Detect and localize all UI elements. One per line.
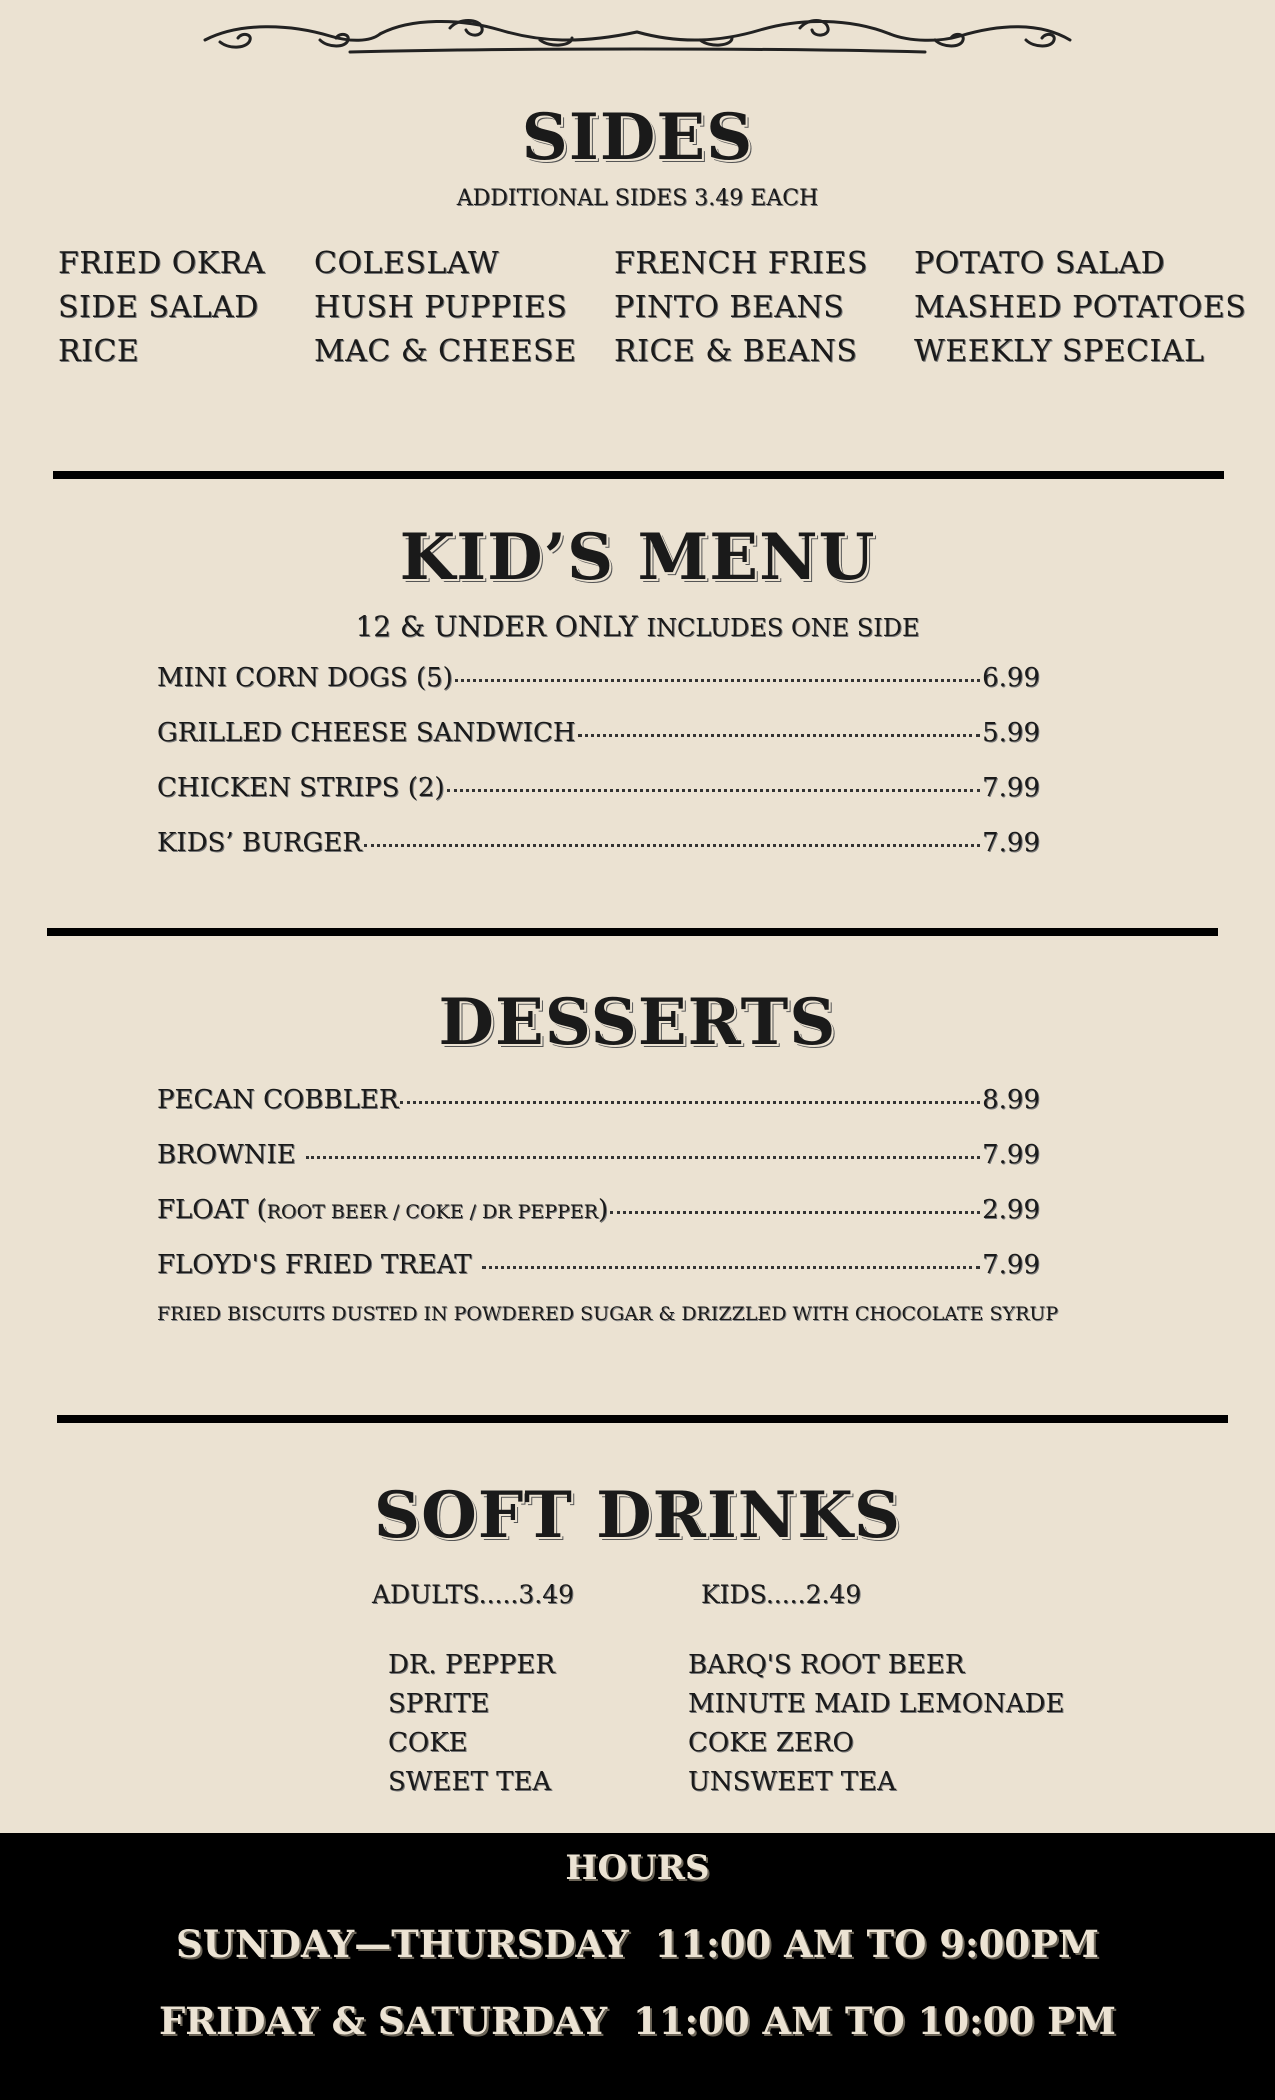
menu-item-row — [157, 828, 1040, 864]
kids-menu-heading: KID’S MENU — [399, 520, 876, 595]
menu-item-name: PECAN COBBLER — [157, 1085, 399, 1115]
side-item: FRIED OKRA — [58, 246, 266, 281]
dot-leader — [364, 844, 980, 847]
section-divider — [47, 928, 1218, 936]
drink-item: SPRITE — [388, 1689, 490, 1719]
sides-heading: SIDES — [521, 100, 754, 175]
menu-item-price: 7.99 — [982, 773, 1040, 803]
drink-item: DR. PEPPER — [388, 1650, 555, 1680]
drink-item: COKE — [388, 1728, 468, 1758]
drink-item: BARQ'S ROOT BEER — [688, 1650, 965, 1680]
drink-item: SWEET TEA — [388, 1767, 552, 1797]
menu-item-name — [157, 1195, 608, 1225]
menu-item-price: 7.99 — [982, 1250, 1040, 1280]
side-item: COLESLAW — [314, 246, 500, 281]
kids-age-limit: 12 & UNDER ONLY — [355, 610, 638, 643]
hours-weekend: FRIDAY & SATURDAY 11:00 AM TO 10:00 PM — [159, 1999, 1116, 2043]
dot-leader — [306, 1156, 980, 1159]
kids-includes-side: INCLUDES ONE SIDE — [646, 614, 920, 642]
drink-item: UNSWEET TEA — [688, 1767, 896, 1797]
side-item: MASHED POTATOES — [914, 290, 1247, 325]
menu-item-row — [157, 1195, 1040, 1231]
dot-leader — [578, 734, 981, 737]
sides-subtitle: ADDITIONAL SIDES 3.49 EACH — [456, 186, 819, 211]
side-item: SIDE SALAD — [58, 290, 259, 325]
side-item: RICE & BEANS — [614, 334, 858, 369]
side-item: RICE — [58, 334, 140, 369]
dot-leader — [400, 1101, 980, 1104]
dot-leader — [447, 789, 981, 792]
menu-item-row — [157, 1250, 1040, 1286]
side-item: POTATO SALAD — [914, 246, 1166, 281]
section-divider — [57, 1415, 1228, 1423]
side-item: FRENCH FRIES — [614, 246, 868, 281]
drink-item: MINUTE MAID LEMONADE — [688, 1689, 1065, 1719]
menu-item-name: FLOYD'S FRIED TREAT — [157, 1250, 480, 1280]
float-label: FLOAT ( — [157, 1195, 267, 1225]
side-item: PINTO BEANS — [614, 290, 845, 325]
menu-item-price: 5.99 — [982, 718, 1040, 748]
menu-item-row — [157, 663, 1040, 699]
hours-weekday: SUNDAY—THURSDAY 11:00 AM TO 9:00PM — [176, 1922, 1099, 1966]
side-item: MAC & CHEESE — [314, 334, 577, 369]
menu-item-price: 6.99 — [982, 663, 1040, 693]
adults-drink-price: ADULTS.....3.49 — [372, 1580, 575, 1609]
desserts-heading: DESSERTS — [438, 985, 837, 1060]
float-label-close: ) — [598, 1195, 609, 1225]
section-divider — [53, 471, 1224, 479]
dot-leader — [482, 1266, 980, 1269]
menu-item-price: 2.99 — [982, 1195, 1040, 1225]
side-item: HUSH PUPPIES — [314, 290, 568, 325]
soft-drinks-heading: SOFT DRINKS — [373, 1478, 902, 1553]
menu-item-price: 7.99 — [982, 828, 1040, 858]
menu-item-row — [157, 1085, 1040, 1121]
menu-item-name: MINI CORN DOGS (5) — [157, 663, 453, 693]
menu-item-price: 8.99 — [982, 1085, 1040, 1115]
hours-heading: HOURS — [565, 1848, 710, 1888]
menu-item-name: KIDS’ BURGER — [157, 828, 362, 858]
menu-item-price: 7.99 — [982, 1140, 1040, 1170]
kids-menu-subtitle — [0, 610, 1275, 643]
dot-leader — [455, 679, 980, 682]
menu-item-name: BROWNIE — [157, 1140, 304, 1170]
dot-leader — [610, 1211, 980, 1214]
menu-item-row — [157, 1140, 1040, 1176]
menu-item-row — [157, 718, 1040, 754]
menu-item-name: GRILLED CHEESE SANDWICH — [157, 718, 576, 748]
drink-item: COKE ZERO — [688, 1728, 854, 1758]
float-flavors: ROOT BEER / COKE / DR PEPPER — [266, 1201, 599, 1223]
kids-drink-price: KIDS.....2.49 — [701, 1580, 862, 1609]
menu-item-name: CHICKEN STRIPS (2) — [157, 773, 445, 803]
ornamental-flourish-icon — [200, 12, 1075, 62]
menu-item-row — [157, 773, 1040, 809]
side-item: WEEKLY SPECIAL — [914, 334, 1205, 369]
fried-treat-description: FRIED BISCUITS DUSTED IN POWDERED SUGAR & DRIZZLED WITH CHOCOLATE SYRUP — [157, 1303, 1059, 1325]
